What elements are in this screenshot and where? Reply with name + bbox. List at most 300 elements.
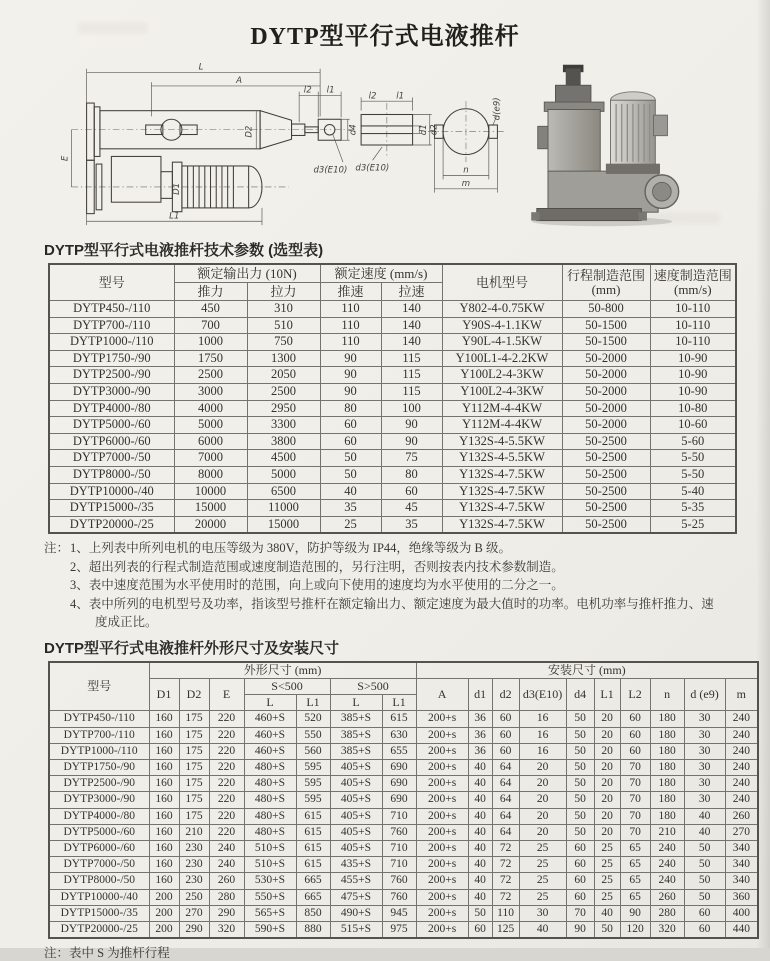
table-cell: 30 (684, 776, 725, 792)
table-cell: 475+S (330, 889, 382, 905)
table-cell: 630 (382, 727, 416, 743)
table-cell: 64 (492, 824, 519, 840)
table-cell: 655 (382, 743, 416, 759)
table-cell: 50-800 (562, 301, 650, 318)
table-cell: DYTP5000-/60 (49, 824, 149, 840)
table-cell: DYTP700-/110 (49, 727, 149, 743)
table-cell: 180 (650, 743, 684, 759)
table-cell: 30 (684, 743, 725, 759)
table-cell: 180 (650, 711, 684, 727)
table-cell: 90 (320, 350, 381, 367)
table-cell: 90 (320, 367, 381, 384)
table-cell: 435+S (330, 857, 382, 873)
table-cell: 60 (684, 905, 725, 921)
table-cell: Y132S-4-7.5KW (442, 500, 562, 517)
table-cell: 200 (149, 889, 179, 905)
table-cell: 2050 (247, 367, 320, 384)
dim-label: D1 (172, 182, 183, 195)
table-cell: 595 (296, 776, 330, 792)
table-cell: 405+S (330, 824, 382, 840)
table-cell: 160 (149, 824, 179, 840)
col-rated-force: 额定输出力 (10N) (174, 264, 320, 283)
table-row (49, 776, 758, 792)
table-cell: 160 (149, 727, 179, 743)
table-cell: 760 (382, 873, 416, 889)
table-cell: 60 (566, 889, 594, 905)
table-cell: 6000 (174, 433, 247, 450)
table-cell: 40 (468, 759, 492, 775)
dim-label: d3(E10) (355, 163, 390, 174)
table-cell: 340 (725, 857, 758, 873)
dim-label: d(e9) (492, 97, 503, 121)
table-row (49, 759, 758, 775)
table-cell: 160 (149, 840, 179, 856)
table-cell: 230 (179, 857, 209, 873)
table-row (49, 483, 736, 500)
table-cell: 520 (296, 711, 330, 727)
table-cell: DYTP1000-/110 (49, 334, 174, 351)
col-A: A (416, 679, 468, 711)
col-s-lt-500: S<500 (244, 679, 330, 695)
table-cell: Y100L1-4-2.2KW (442, 350, 562, 367)
table-cell: 510 (247, 317, 320, 334)
table-cell: 35 (381, 516, 442, 533)
table-cell: 10-110 (650, 301, 736, 318)
col-L1: L1 (594, 679, 620, 711)
table-cell: 20 (519, 824, 566, 840)
table-row (49, 905, 758, 921)
table-cell: DYTP2500-/90 (49, 776, 149, 792)
table-cell: 5-40 (650, 483, 736, 500)
col-s-gt-500: S>500 (330, 679, 416, 695)
table-cell: 60 (320, 417, 381, 434)
table-cell: Y90S-4-1.1KW (442, 317, 562, 334)
section1-heading: DYTP型平行式电液推杆技术参数 (选型表) (44, 242, 324, 259)
col-L-lt: L (244, 695, 296, 711)
table-cell: Y90L-4-1.5KW (442, 334, 562, 351)
table-cell: 72 (492, 873, 519, 889)
table-cell: 40 (684, 808, 725, 824)
table-cell: 10-90 (650, 350, 736, 367)
table-cell: 220 (209, 792, 244, 808)
table-cell: 615 (296, 857, 330, 873)
table-cell: DYTP7000-/50 (49, 450, 174, 467)
table-cell: DYTP7000-/50 (49, 857, 149, 873)
table-cell: 4500 (247, 450, 320, 467)
table-cell: 690 (382, 792, 416, 808)
table-cell: 240 (725, 792, 758, 808)
table-cell: 615 (296, 824, 330, 840)
table-cell: 72 (492, 857, 519, 873)
table-cell: 40 (684, 824, 725, 840)
table-cell: Y132S-4-7.5KW (442, 466, 562, 483)
table-cell: 5000 (247, 466, 320, 483)
table-row (49, 727, 758, 743)
table-cell: 385+S (330, 711, 382, 727)
table-cell: 480+S (244, 824, 296, 840)
table-cell: 20 (594, 759, 620, 775)
table-cell: 160 (149, 759, 179, 775)
table-cell: 880 (296, 921, 330, 938)
table-cell: 320 (650, 921, 684, 938)
table-cell: 30 (684, 727, 725, 743)
table-cell: DYTP15000-/35 (49, 500, 174, 517)
table-cell: 200+s (416, 743, 468, 759)
table-cell: 50 (566, 743, 594, 759)
table-cell: 50-2500 (562, 433, 650, 450)
dim-label: d1 (418, 124, 429, 136)
table-cell: 65 (620, 889, 650, 905)
table-cell: 480+S (244, 776, 296, 792)
table-cell: DYTP1750-/90 (49, 350, 174, 367)
note-text: 1、上列表中所列电机的电压等级为 380V，防护等级为 IP44，绝缘等级为 B 级。 (70, 541, 511, 556)
table-cell: 700 (174, 317, 247, 334)
col-L1-gt: L1 (382, 695, 416, 711)
table-cell: 50-2000 (562, 367, 650, 384)
table-cell: 175 (179, 743, 209, 759)
table-cell: 50 (320, 466, 381, 483)
table-cell: 595 (296, 759, 330, 775)
table-cell: 200+s (416, 921, 468, 938)
table-cell: 175 (179, 808, 209, 824)
col-model: 型号 (49, 662, 149, 711)
table-cell: 60 (620, 743, 650, 759)
table-cell: 70 (620, 759, 650, 775)
table-cell: 665 (296, 889, 330, 905)
table-cell: 50 (566, 808, 594, 824)
dim-label: E (60, 155, 71, 162)
col-d4: d4 (566, 679, 594, 711)
table-cell: 405+S (330, 808, 382, 824)
table-cell: 40 (468, 873, 492, 889)
table-row (49, 743, 758, 759)
dim-label: l1 (396, 91, 405, 102)
table-cell: 40 (468, 840, 492, 856)
table-cell: 175 (179, 776, 209, 792)
table-cell: 140 (381, 301, 442, 318)
table-cell: 16 (519, 727, 566, 743)
table-cell: 310 (247, 301, 320, 318)
col-E: E (209, 679, 244, 711)
table-cell: 10-110 (650, 317, 736, 334)
table-cell: 450 (174, 301, 247, 318)
table-row (49, 873, 758, 889)
table-cell: 110 (320, 334, 381, 351)
figure-row (58, 57, 770, 233)
table-cell: 30 (684, 792, 725, 808)
table-cell: DYTP3000-/90 (49, 383, 174, 400)
table-cell: 240 (725, 759, 758, 775)
table-cell: 36 (468, 743, 492, 759)
col-outline-dims: 外形尺寸 (mm) (149, 662, 416, 679)
table-cell: 50-2500 (562, 450, 650, 467)
table-cell: 405+S (330, 759, 382, 775)
table-cell: 60 (381, 483, 442, 500)
spec-table (48, 263, 737, 534)
table-cell: Y802-4-0.75KW (442, 301, 562, 318)
table-cell: 80 (381, 466, 442, 483)
col-d3: d3(E10) (519, 679, 566, 711)
table-cell: 200 (149, 921, 179, 938)
table-cell: 565+S (244, 905, 296, 921)
table-cell: 50 (566, 759, 594, 775)
table-cell: 25 (594, 840, 620, 856)
table-cell: 405+S (330, 792, 382, 808)
dim-label: L (198, 62, 204, 73)
table-cell: 240 (725, 743, 758, 759)
table-cell: 30 (684, 759, 725, 775)
table-cell: 50-1500 (562, 317, 650, 334)
table-cell: 20 (594, 824, 620, 840)
photo-rod (566, 68, 581, 87)
table-cell: 20 (519, 776, 566, 792)
table-cell: 385+S (330, 743, 382, 759)
table-cell: 340 (725, 840, 758, 856)
table-cell: 115 (381, 350, 442, 367)
table-cell: 5-50 (650, 466, 736, 483)
table-cell: 260 (725, 808, 758, 824)
table-cell: 60 (492, 743, 519, 759)
table-cell: 975 (382, 921, 416, 938)
table-cell: 50-2500 (562, 483, 650, 500)
dim-label: d3(E10) (313, 165, 348, 176)
table-cell: 665 (296, 873, 330, 889)
table-cell: 15000 (174, 500, 247, 517)
table-cell: 35 (320, 500, 381, 517)
table-cell: 220 (209, 759, 244, 775)
table-cell: DYTP1000-/110 (49, 743, 149, 759)
table-cell: 40 (468, 824, 492, 840)
table-cell: 60 (492, 711, 519, 727)
table-cell: 45 (381, 500, 442, 517)
table-cell: 405+S (330, 840, 382, 856)
table-cell: 200+s (416, 759, 468, 775)
table-cell: 460+S (244, 727, 296, 743)
table-row (49, 857, 758, 873)
table-cell: DYTP450-/110 (49, 301, 174, 318)
table-row (49, 889, 758, 905)
col-d-e9: d (e9) (684, 679, 725, 711)
table-cell: 280 (209, 889, 244, 905)
table-cell: 64 (492, 792, 519, 808)
table-cell: 850 (296, 905, 330, 921)
table-cell: 36 (468, 711, 492, 727)
table-cell: 220 (209, 808, 244, 824)
col-pull: 拉力 (247, 283, 320, 301)
dim-label: m (461, 178, 471, 189)
table-cell: 220 (209, 711, 244, 727)
table-cell: 65 (620, 873, 650, 889)
table-cell: 70 (566, 905, 594, 921)
table-cell: 4000 (174, 400, 247, 417)
table-cell: 115 (381, 383, 442, 400)
table-cell: 60 (566, 840, 594, 856)
table-cell: 510+S (244, 857, 296, 873)
table-cell: 3000 (174, 383, 247, 400)
table-row (49, 350, 736, 367)
col-D1: D1 (149, 679, 179, 711)
table-cell: 25 (519, 873, 566, 889)
table-cell: DYTP20000-/25 (49, 921, 149, 938)
col-d2: d2 (492, 679, 519, 711)
table-cell: Y132S-4-5.5KW (442, 450, 562, 467)
photo-port-bore (653, 182, 672, 201)
table-cell: DYTP6000-/60 (49, 840, 149, 856)
table-cell: 490+S (330, 905, 382, 921)
table-cell: 460+S (244, 711, 296, 727)
table-cell: 200+s (416, 711, 468, 727)
table-cell: 40 (519, 921, 566, 938)
table-cell: 175 (179, 727, 209, 743)
note-line: 3、表中速度范围为水平使用时的范围，向上或向下使用的速度均为水平使用的二分之一。 (70, 578, 564, 593)
table-cell: DYTP5000-/60 (49, 417, 174, 434)
table-cell: 20 (519, 759, 566, 775)
table-cell: 40 (468, 776, 492, 792)
table-cell: 240 (650, 857, 684, 873)
table-cell: Y132S-4-7.5KW (442, 516, 562, 533)
table-cell: 220 (209, 743, 244, 759)
table-cell: 200+s (416, 776, 468, 792)
photo-side-tab (538, 126, 548, 148)
table-row (49, 516, 736, 533)
table-row (49, 840, 758, 856)
table-cell: 6500 (247, 483, 320, 500)
table-cell: 60 (492, 727, 519, 743)
table-cell: 72 (492, 889, 519, 905)
col-install-dims: 安装尺寸 (mm) (416, 662, 758, 679)
table-cell: 25 (320, 516, 381, 533)
table-cell: 200+s (416, 857, 468, 873)
table-cell: 455+S (330, 873, 382, 889)
note-line: 4、表中所列的电机型号及功率，指该型号推杆在额定输出力、额定速度为最大值时的功率。电机功率与推杆推力、速度成正比。 (70, 596, 714, 629)
col-speed-range: 速度制造范围 (mm/s) (650, 264, 736, 301)
table-cell: 180 (650, 759, 684, 775)
table-cell: 140 (381, 317, 442, 334)
col-push: 推力 (174, 283, 247, 301)
table-cell: 160 (149, 743, 179, 759)
table-cell: 250 (179, 889, 209, 905)
table-cell: 40 (468, 857, 492, 873)
table-row (49, 433, 736, 450)
table-row (49, 301, 736, 318)
table-cell: 515+S (330, 921, 382, 938)
table-cell: 50 (566, 792, 594, 808)
table-cell: 100 (381, 400, 442, 417)
dim-label: l2 (303, 85, 312, 96)
table-cell: 20000 (174, 516, 247, 533)
table-cell: 3800 (247, 433, 320, 450)
table-cell: 320 (209, 921, 244, 938)
table-cell: 180 (650, 808, 684, 824)
dim-label: D2 (244, 125, 255, 138)
table-cell: 15000 (247, 516, 320, 533)
table-cell: 405+S (330, 776, 382, 792)
note-line: 2、超出列表的行程式制造范围或速度制造范围的，另行注明，否则按表内技术参数制造。 (70, 559, 564, 574)
table-cell: 64 (492, 808, 519, 824)
table-cell: 60 (468, 921, 492, 938)
col-m: m (725, 679, 758, 711)
table-cell: 50-2000 (562, 400, 650, 417)
table-cell: 20 (519, 792, 566, 808)
table-cell: 40 (594, 905, 620, 921)
table-cell: 180 (650, 727, 684, 743)
table-cell: 20 (594, 792, 620, 808)
table-cell: 10-80 (650, 400, 736, 417)
table-cell: 25 (519, 889, 566, 905)
table-cell: 10-110 (650, 334, 736, 351)
table-row (49, 824, 758, 840)
table-cell: 50-2000 (562, 383, 650, 400)
table-cell: 50 (320, 450, 381, 467)
table-cell: 50 (566, 824, 594, 840)
table-cell: 175 (179, 711, 209, 727)
table-cell: 10-90 (650, 367, 736, 384)
table-cell: 60 (566, 873, 594, 889)
table-cell: 50-1500 (562, 334, 650, 351)
table-cell: 40 (468, 792, 492, 808)
table-cell: 50-2500 (562, 516, 650, 533)
table-cell: 1750 (174, 350, 247, 367)
table-row (49, 383, 736, 400)
table-cell: DYTP4000-/80 (49, 400, 174, 417)
section2-heading: DYTP型平行式电液推杆外形尺寸及安装尺寸 (44, 640, 340, 658)
table-cell: 595 (296, 792, 330, 808)
table-cell: 400 (725, 905, 758, 921)
table-cell: 2950 (247, 400, 320, 417)
table-cell: 480+S (244, 808, 296, 824)
table-cell: 30 (684, 711, 725, 727)
table-cell: 25 (519, 840, 566, 856)
table-cell: 440 (725, 921, 758, 938)
table-cell: Y100L2-4-3KW (442, 367, 562, 384)
photo-junction-box (653, 115, 667, 136)
dim-label: n (463, 165, 469, 176)
table-cell: 480+S (244, 792, 296, 808)
table-cell: 615 (382, 711, 416, 727)
dim-label: l2 (368, 91, 377, 102)
table-cell: 50 (594, 921, 620, 938)
photo-motor-base (606, 164, 660, 174)
table-cell: 2500 (174, 367, 247, 384)
table-cell: 550+S (244, 889, 296, 905)
table-cell: Y132S-4-5.5KW (442, 433, 562, 450)
table-cell: 36 (468, 727, 492, 743)
table-cell: DYTP20000-/25 (49, 516, 174, 533)
table-cell: 50 (684, 889, 725, 905)
table-cell: DYTP6000-/60 (49, 433, 174, 450)
table-cell: 180 (650, 792, 684, 808)
table-cell: 30 (519, 905, 566, 921)
table-cell: 550 (296, 727, 330, 743)
table-cell: 65 (620, 840, 650, 856)
table-cell: 64 (492, 776, 519, 792)
table-cell: 160 (149, 711, 179, 727)
dim-label: d4 (348, 124, 359, 136)
table-cell: 690 (382, 776, 416, 792)
table-cell: 25 (594, 857, 620, 873)
table-cell: 175 (179, 759, 209, 775)
table-cell: 8000 (174, 466, 247, 483)
col-D2: D2 (179, 679, 209, 711)
table-cell: 710 (382, 808, 416, 824)
scan-artifact (78, 22, 148, 34)
table-cell: 160 (149, 873, 179, 889)
table-cell: 385+S (330, 727, 382, 743)
note-line (44, 539, 722, 557)
table-cell: 615 (296, 840, 330, 856)
table-cell: DYTP8000-/50 (49, 873, 149, 889)
photo-foot (548, 171, 658, 212)
